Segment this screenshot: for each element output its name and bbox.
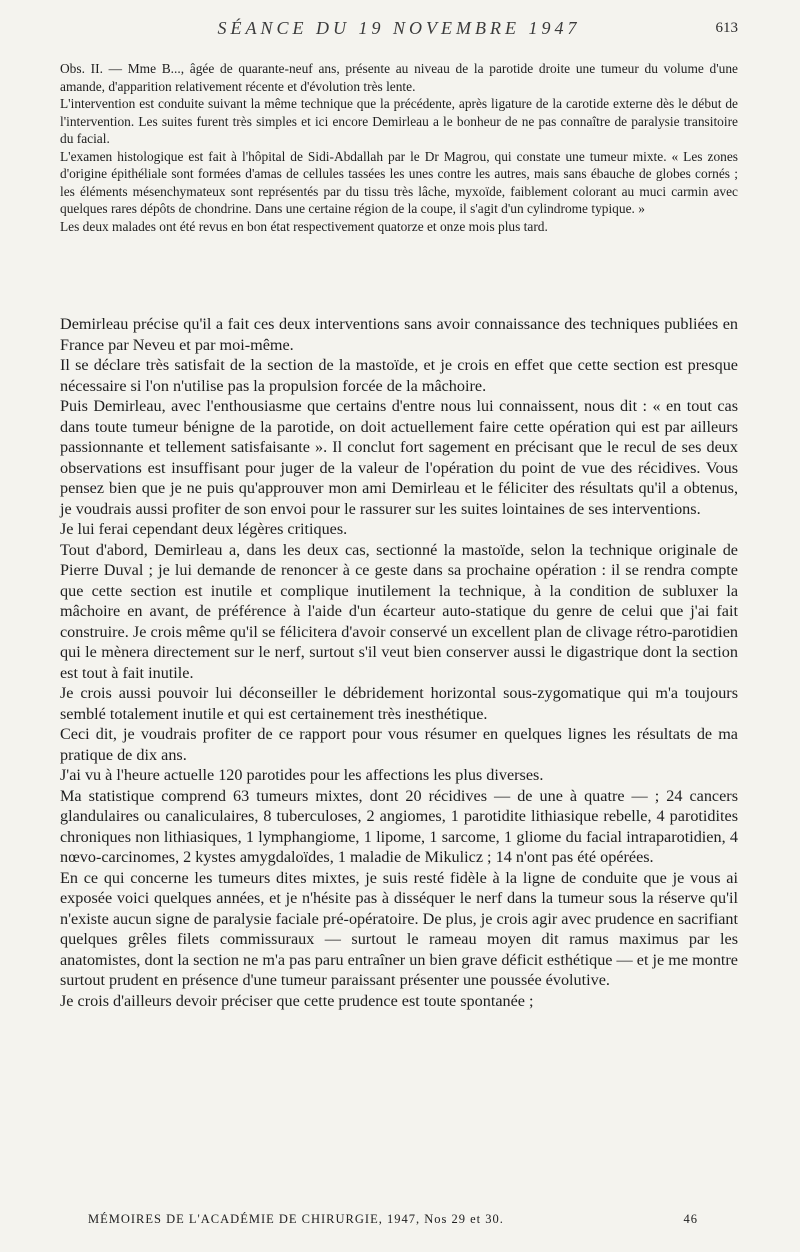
page-footer	[88, 1212, 738, 1232]
body-paragraph: Puis Demirleau, avec l'enthousiasme que certains d'entre nous lui connaissent, nous dit : « en tout cas dans toute tumeur bénigne de la parotide, on doit actuellement faire cette opération qui est par ailleurs passionnante et tellement satisfaisante ». Il conclut fort sagement en précisant que le recul de ses deux observations est insuffisant pour juger de la valeur de l'opération du point de vue des récidives. Vous pensez bien que je ne puis qu'approuver mon ami Demirleau et le féliciter des résultats qu'il a obtenus, je voudrais aussi profiter de son envoi pour le rassurer sur les suites lointaines de ses interventions.	[60, 397, 738, 518]
observation-block	[60, 60, 738, 235]
observation-paragraph: L'intervention est conduite suivant la même technique que la précédente, après ligature de la carotide externe dès le début de l'intervention. Les suites furent très simples et ici encore Demirleau a le bonheur de ne pas connaître de paralysie transitoire du facial.	[60, 96, 738, 146]
signature-mark: 46	[683, 1212, 698, 1226]
body-paragraph: Il se déclare très satisfait de la section de la mastoïde, et je crois en effet que cette section est presque nécessaire si l'on n'utilise pas la propulsion forcée de la mâchoire.	[60, 356, 738, 395]
body-paragraph: En ce qui concerne les tumeurs dites mixtes, je suis resté fidèle à la ligne de conduite que je vous ai exposée voici quelques années, et je n'hésite pas à disséquer le nerf dans la tumeur sous la réserve qu'il n'existe aucun signe de paralysie faciale pré-opératoire. De plus, je crois agir avec prudence en sacrifiant quelques grêles filets commissuraux — surtout le rameau moyen dit ramus maximus par les anatomistes, dont la section ne m'a pas paru entraîner un bien grave déficit esthétique — et je me montre surtout prudent en présence d'une tumeur paraissant présenter une poussée évolutive.	[60, 868, 738, 989]
body-paragraph: Je lui ferai cependant deux légères critiques.	[60, 520, 348, 538]
body-paragraph: Je crois aussi pouvoir lui déconseiller le débridement horizontal sous-zygomatique qui m'a toujours semblé totalement inutile et qui est certainement très inesthétique.	[60, 684, 738, 723]
body-paragraph: Ceci dit, je voudrais profiter de ce rapport pour vous résumer en quelques lignes les résultats de ma pratique de dix ans.	[60, 725, 738, 764]
body-paragraph: Je crois d'ailleurs devoir préciser que cette prudence est toute spontanée ;	[60, 991, 534, 1010]
page-number: 613	[715, 20, 738, 36]
running-title: SÉANCE DU 19 NOVEMBRE 1947	[217, 18, 581, 38]
observation-paragraph: L'examen histologique est fait à l'hôpital de Sidi-Abdallah par le Dr Magrou, qui constate une tumeur mixte. « Les zones d'origine épithéliale sont formées d'amas de cellules tassées les unes contre les autres, mais sans ébauche de globes cornés ; les éléments mésenchymateux sont représentés par du tissu très lâche, myxoïde, faiblement colorant au muci carmin avec quelques rares dépôts de chondrine. Dans une certaine région de la coupe, il s'agit d'un cylindrome typique. »	[60, 148, 738, 216]
journal-citation: MÉMOIRES DE L'ACADÉMIE DE CHIRURGIE, 1947, Nos 29 et 30.	[88, 1212, 504, 1226]
body-paragraph: Tout d'abord, Demirleau a, dans les deux cas, sectionné la mastoïde, selon la technique originale de Pierre Duval ; je lui demande de renoncer à ce geste dans sa prochaine opération : il se rendra compte que cette section est inutile et complique inutilement la technique, à la condition de subluxer la mâchoire en avant, de préférence à l'aide d'un écarteur auto-statique du genre de celui que j'ai fait construire. Je crois même qu'il se félicitera d'avoir conservé un excellent plan de clivage rétro-parotidien qui le mènera directement sur le nerf, surtout s'il veut bien conserver aussi le digastrique dont la section est tout à fait inutile.	[60, 540, 738, 682]
body-paragraph: Ma statistique comprend 63 tumeurs mixtes, dont 20 récidives — de une à quatre — ; 24 cancers glandulaires ou canaliculaires, 8 tuberculoses, 2 angiomes, 1 parotidite lithiasique rebelle, 4 parotidites chroniques non lithiasiques, 1 lymphangiome, 1 lipome, 1 sarcome, 1 gliome du facial intraparotidien, 4 nœvo-carcinomes, 2 kystes amygdaloïdes, 1 maladie de Mikulicz ; 14 n'ont pas été opérées.	[60, 786, 738, 866]
body-paragraph: J'ai vu à l'heure actuelle 120 parotides pour les affections les plus diverses.	[60, 766, 544, 784]
observation-paragraph: Les deux malades ont été revus en bon état respectivement quatorze et onze mois plus tard.	[60, 218, 548, 234]
running-head	[60, 18, 738, 42]
body-paragraph: Demirleau précise qu'il a fait ces deux interventions sans avoir connaissance des techniques publiées en France par Neveu et par moi-même.	[60, 315, 738, 354]
main-text-block	[60, 314, 738, 1011]
observation-paragraph: Obs. II. — Mme B..., âgée de quarante-neuf ans, présente au niveau de la parotide droite une tumeur du volume d'une amande, d'apparition relativement récente et d'évolution très lente.	[60, 61, 738, 94]
